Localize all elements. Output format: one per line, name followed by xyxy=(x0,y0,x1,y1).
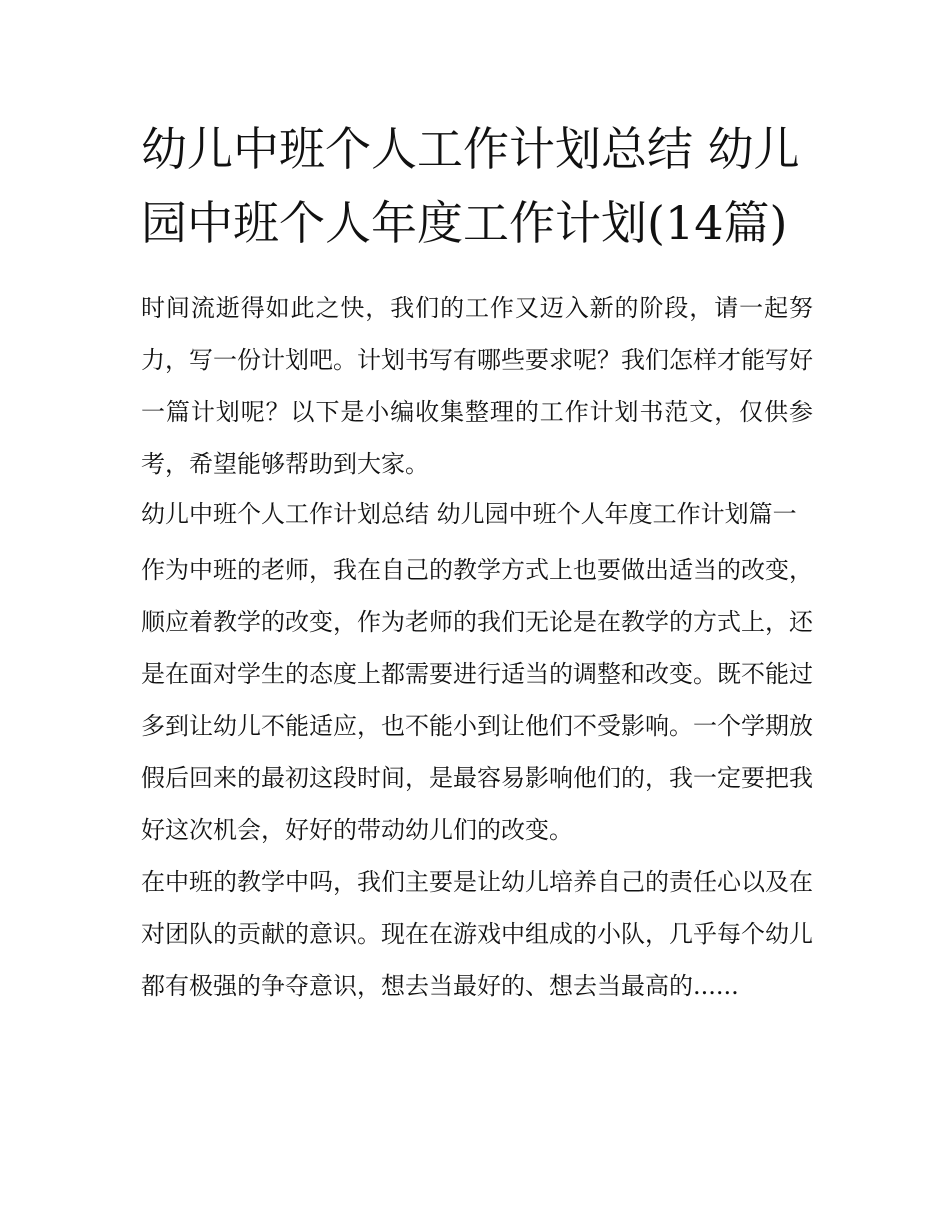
body-paragraph-1: 作为中班的老师，我在自己的教学方式上也要做出适当的改变，顺应着教学的改变，作为老师的我们无论是在教学的方式上，还是在面对学生的态度上都需要进行适当的调整和改变。既不能过多到让幼儿不能适应，也不能小到让他们不受影响。一个学期放假后回来的最初这段时间，是最容易影响他们的，我一定要把我好这次机会，好好的带动幼儿们的改变。 xyxy=(141,556,813,844)
body-paragraph-2: 在中班的教学中吗，我们主要是让幼儿培养自己的责任心以及在对团队的贡献的意识。现在在游戏中组成的小队，几乎每个幼儿都有极强的争夺意识，想去当最好的、想去当最高的...... xyxy=(141,868,813,1000)
intro-paragraph: 时间流逝得如此之快，我们的工作又迈入新的阶段，请一起努力，写一份计划吧。计划书写有哪些要求呢？我们怎样才能写好一篇计划呢？以下是小编收集整理的工作计划书范文，仅供参考，希望能够帮助到大家。 xyxy=(141,294,813,478)
document-body xyxy=(141,112,813,1012)
document-title: 幼儿中班个人工作计划总结 幼儿园中班个人年度工作计划(14篇) xyxy=(141,122,800,250)
section-heading: 幼儿中班个人工作计划总结 幼儿园中班个人年度工作计划篇一 xyxy=(141,500,797,528)
